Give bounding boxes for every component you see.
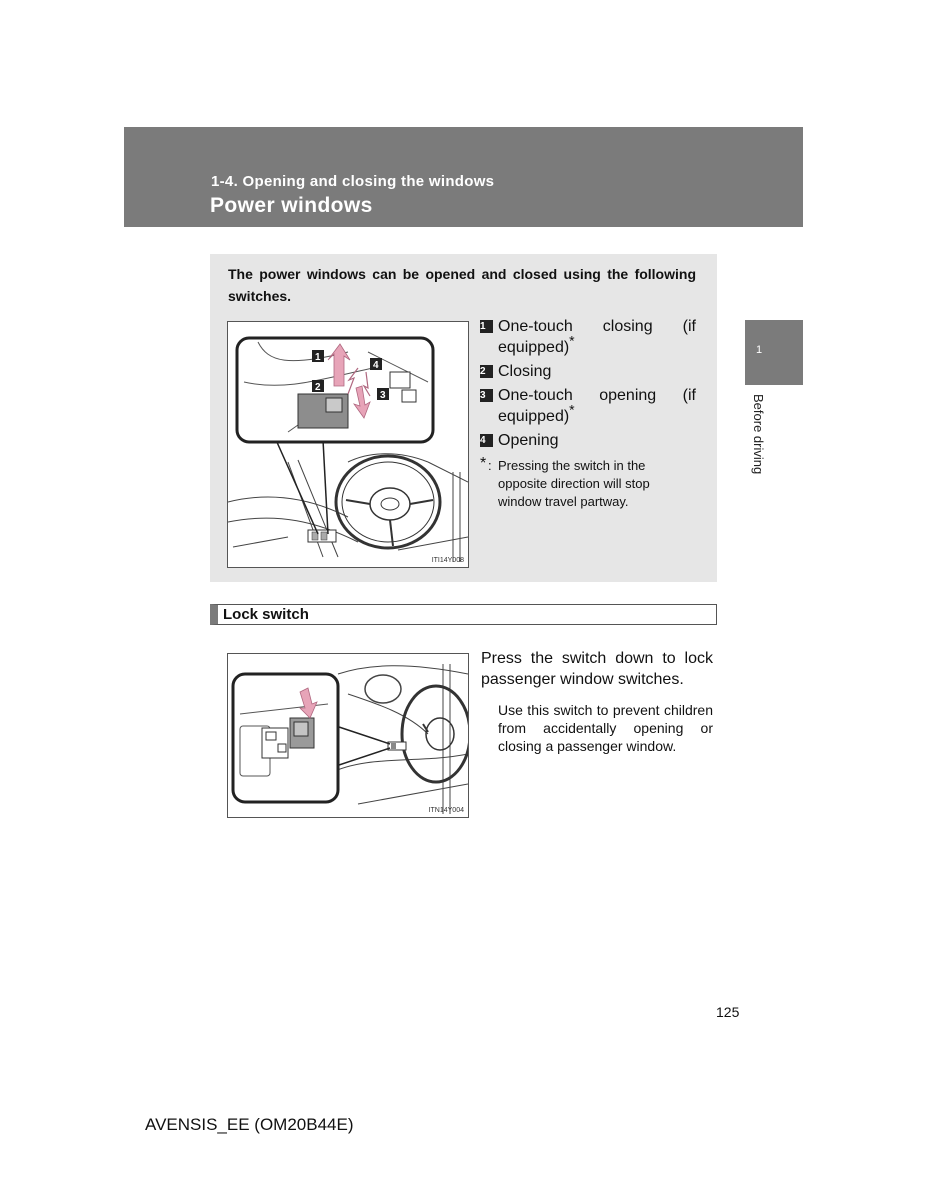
lock-switch-figure	[227, 653, 469, 818]
item-text: One-touch closing (if equipped)	[498, 318, 696, 356]
callout-2-label: 2	[315, 382, 321, 393]
footnote-colon: :	[488, 458, 492, 473]
item-text: One-touch opening (if equipped)	[498, 387, 696, 425]
section-subtitle: 1-4. Opening and closing the windows	[211, 173, 495, 190]
footnote-text: Pressing the switch in the opposite direction will stop window travel partway.	[498, 458, 650, 509]
page-number: 125	[716, 1004, 740, 1020]
list-item	[480, 361, 696, 382]
dashboard-illustration	[228, 322, 468, 567]
lock-switch-instruction: Press the switch down to lock passenger window switches.	[481, 650, 713, 688]
lock-switch-illustration	[228, 654, 468, 817]
page-title: Power windows	[210, 194, 373, 217]
power-window-switch-figure	[227, 321, 469, 568]
switch-function-list	[480, 316, 696, 511]
list-item	[480, 316, 696, 358]
section-heading-text: Lock switch	[223, 606, 309, 623]
item-number: 1	[480, 320, 493, 333]
footnote-mark: *	[480, 455, 487, 472]
callout-1-label: 1	[315, 352, 321, 363]
lock-switch-heading	[210, 604, 717, 625]
footnote	[480, 457, 696, 511]
footnote-star: *	[569, 332, 575, 349]
item-number: 3	[480, 389, 493, 402]
footnote-star: *	[569, 401, 575, 418]
chapter-tab-number: 1	[756, 344, 763, 356]
intro-box	[210, 254, 717, 582]
list-item	[480, 430, 696, 451]
item-text: Closing	[498, 363, 552, 380]
figure-code: ITI14Y008	[431, 557, 464, 564]
callout-4-label: 4	[373, 360, 379, 371]
document-footer: AVENSIS_EE (OM20B44E)	[145, 1115, 354, 1134]
chapter-header	[124, 127, 803, 227]
item-text: Opening	[498, 432, 559, 449]
callout-3-label: 3	[380, 390, 386, 401]
item-number: 4	[480, 434, 493, 447]
item-number: 2	[480, 365, 493, 378]
chapter-tab[interactable]	[745, 320, 803, 385]
figure-code: ITN14Y004	[428, 807, 464, 814]
lock-switch-note: Use this switch to prevent children from accidentally opening or closing a passenger window.	[498, 702, 713, 754]
list-item	[480, 385, 696, 427]
intro-text: The power windows can be opened and closed using the following switches.	[228, 266, 696, 304]
chapter-tab-label: Before driving	[751, 394, 766, 475]
